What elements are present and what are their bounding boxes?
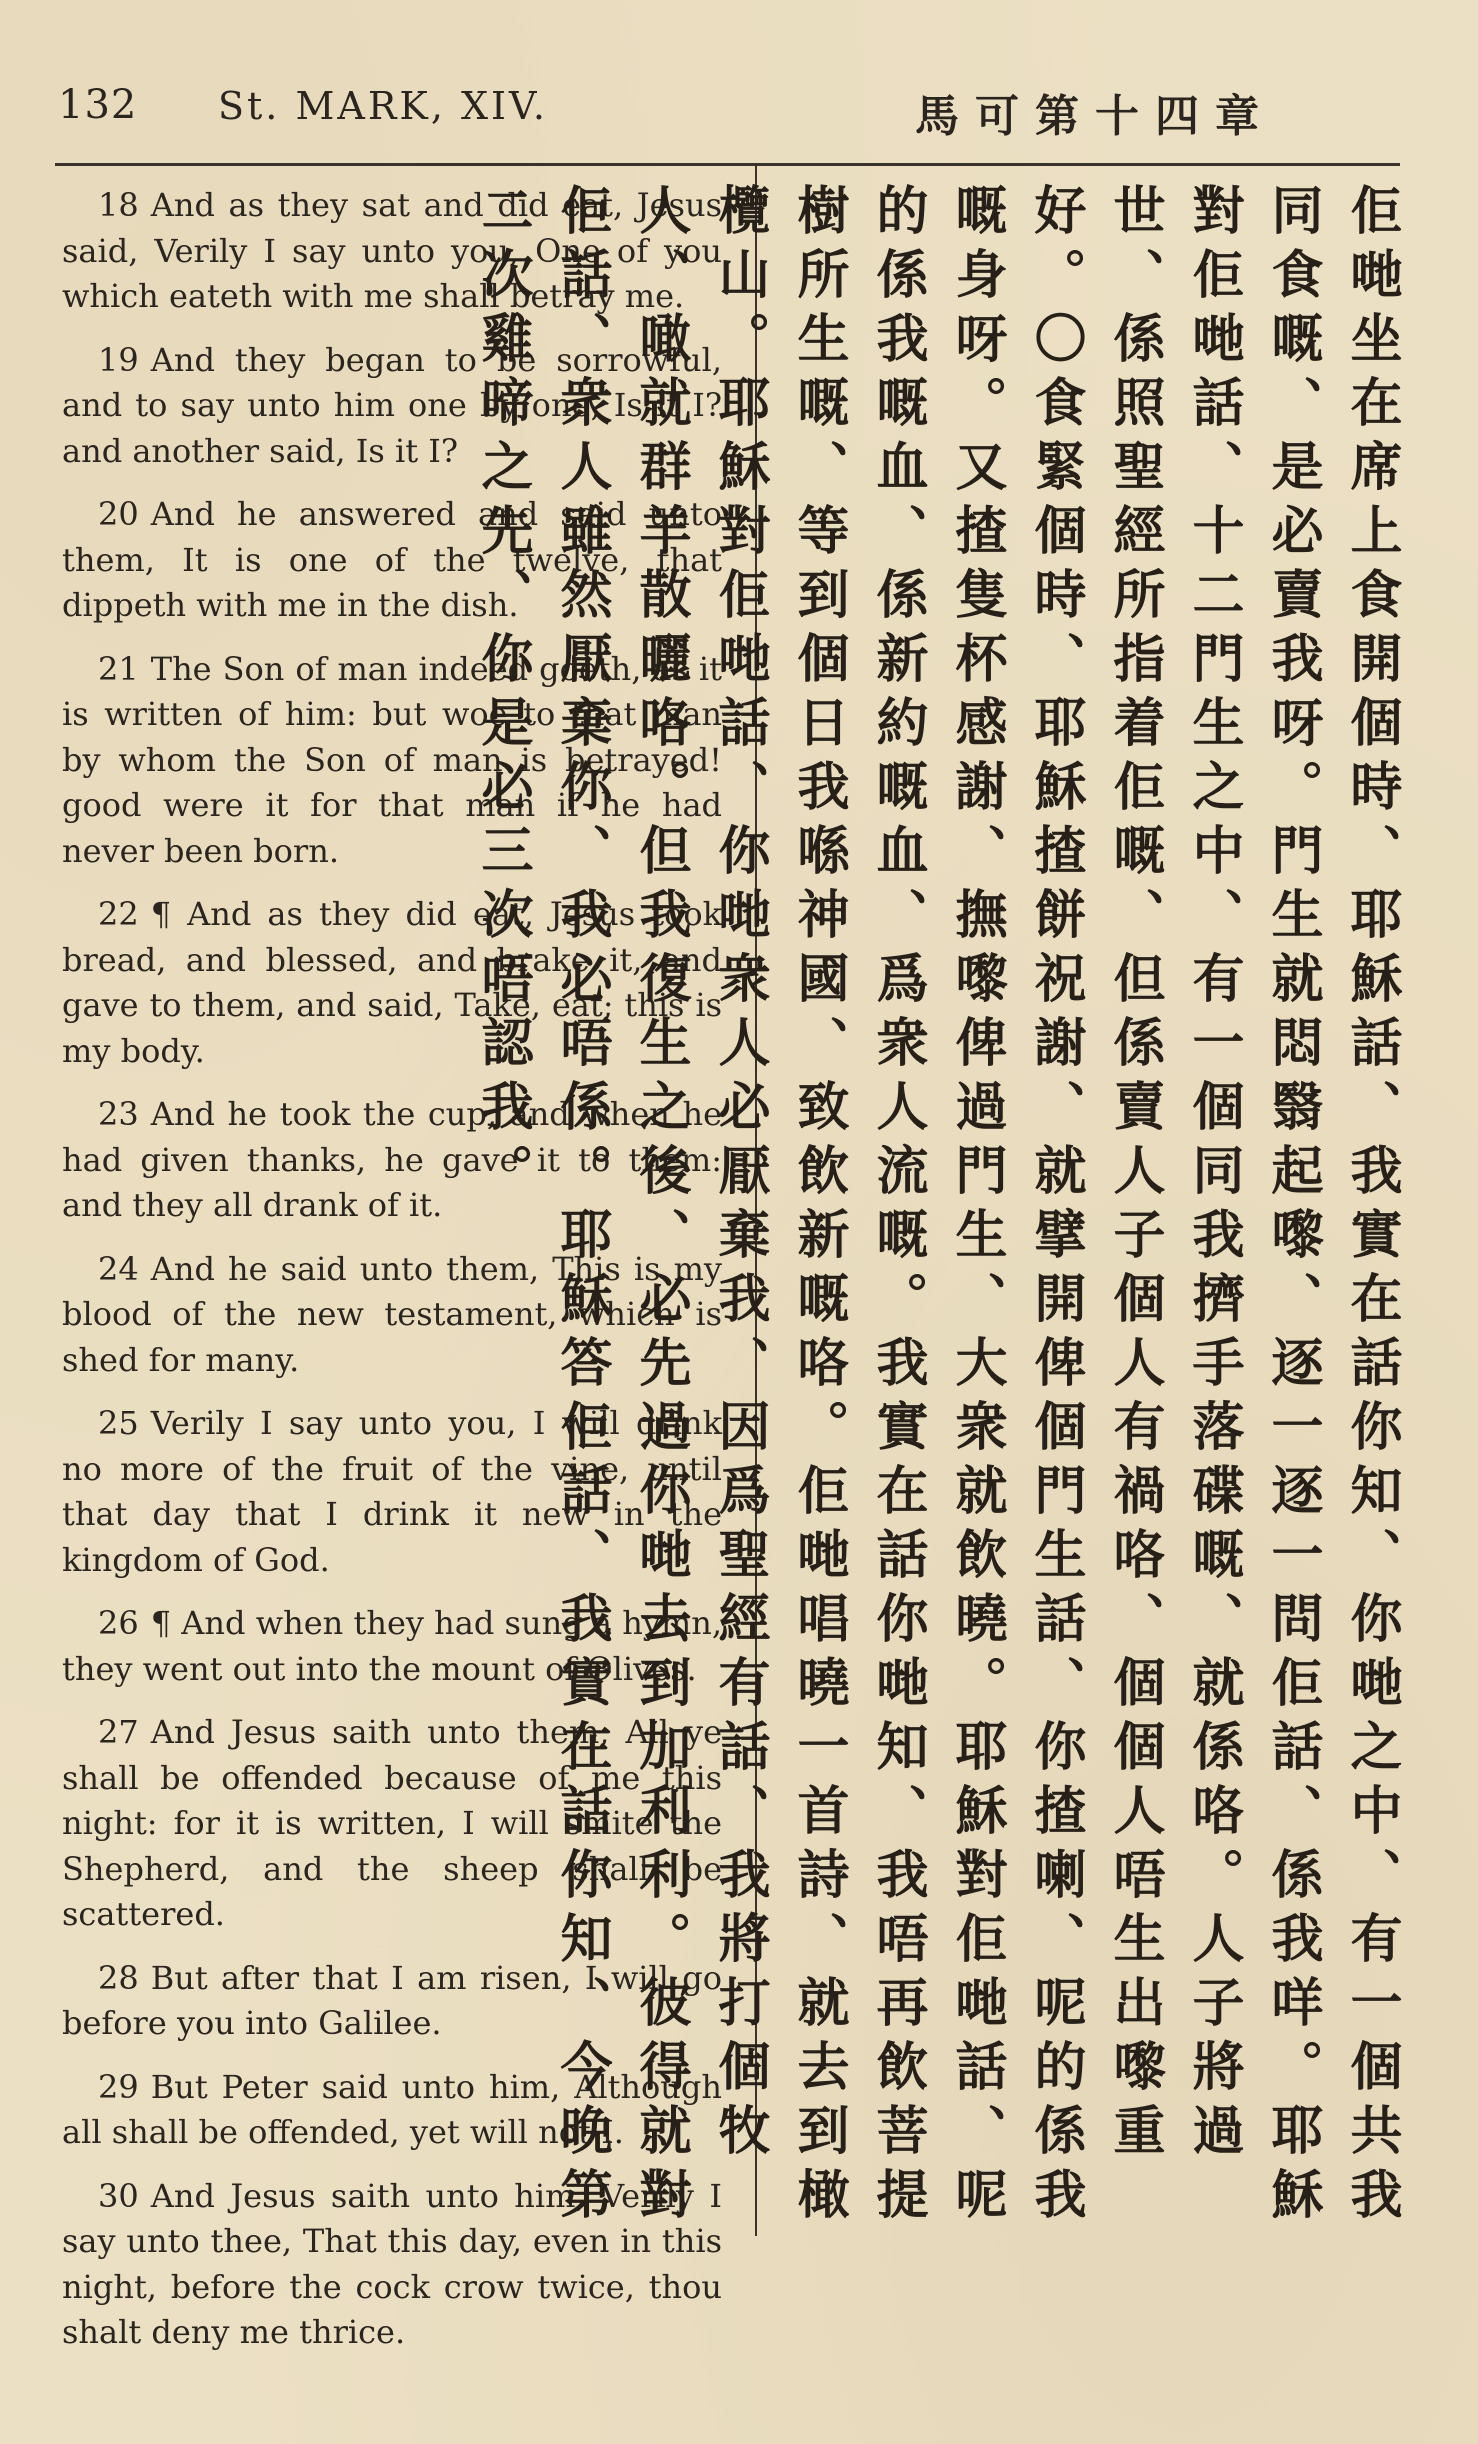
verse-number: 24 <box>98 1249 139 1288</box>
verse-text: ¶ And when they had sung a hymn, they went out into the mount of Olives. <box>62 1604 722 1688</box>
verse-number: 30 <box>98 2176 139 2215</box>
verse-number: 29 <box>98 2067 139 2106</box>
verse-number: 28 <box>98 1958 139 1997</box>
verse-number: 18 <box>98 186 139 224</box>
page-header <box>0 0 1478 170</box>
chinese-column <box>472 183 1410 2233</box>
verse-text: And they began to be sorrowful, and to say unto him one by one, Is it I? and another said, Is it I? <box>62 340 722 470</box>
verse-number: 27 <box>98 1713 139 1751</box>
verse-text: And he took the cup, and when he had given thanks, he gave it to them: and they all drank of it. <box>62 1095 722 1224</box>
verse-number: 21 <box>98 649 139 688</box>
verse-number: 23 <box>98 1095 139 1133</box>
verse-number: 20 <box>98 495 139 533</box>
verse-text: ¶ And as they did eat, Jesus took bread, and blessed, and brake it, and gave to them, and said, Take, eat; this is my body. <box>62 895 722 1070</box>
verse-text: But Peter said unto him, Although all shall be offended, yet will not I. <box>62 2067 722 2151</box>
verse-text: And as they sat and did eat, Jesus said, Verily I say unto you, One of you which eateth with me shall betray me. <box>62 186 722 315</box>
header-rule <box>55 163 1400 166</box>
verse-text: And Jesus saith unto him, Verily I say unto thee, That this day, even in this night, before the cock crow twice, thou shalt deny me thrice. <box>62 2176 722 2351</box>
verse-text: And he said unto them, This is my blood of the new testament, which is shed for many. <box>62 1249 722 1379</box>
running-title: St. MARK, XIV. <box>218 84 548 128</box>
chinese-vertical-text: 佢哋坐在席上食開個時、耶穌話、我實在話你知、你哋之中、有一個共我同食嘅、是必賣我呀。門生就悶翳起嚟、逐一逐一問佢話、係我咩。耶穌對佢哋話、十二門生之中、有一個同我擠手落碟嘅、就係咯。人子將過世、係照聖經所指着佢嘅、但係賣人子個人有禍咯、個個人唔生出嚟重好。〇食緊個時、耶穌揸餅祝謝、就擘開俾個門生話、你揸喇、呢的係我嘅身呀。又揸隻杯感謝、撫嚟俾過門生、大衆就飲曉。耶穌對佢哋話、呢的係我嘅血、係新約嘅血、爲衆人流嘅。我實在話你哋知、我唔再飲菩提樹所生嘅、等到個日我喺神國、致飲新嘅咯。佢哋唱曉一首詩、就去到橄欖山。耶穌對佢哋話、你哋衆人必厭棄我、因爲聖經有話、我將打個牧人、噉就群羊散曬咯。但我復生之後、必先過你哋去到加利利。彼得就對佢話、衆人雖然厭棄你、我必唔係。耶穌答佢話、我實在話你知、今晚第二次雞啼之先、你是必三次唔認我。 <box>472 183 1401 2231</box>
page-number: 132 <box>58 82 138 128</box>
chinese-running-title: 馬可第十四章 <box>915 91 1275 142</box>
verse-text: The Son of man indeed goeth, as it is written of him: but woe to that man by whom the Son of man is betrayed! good were it for that man if he had never been born. <box>62 649 722 870</box>
verse-number: 22 <box>98 895 139 933</box>
verse-number: 19 <box>98 340 139 379</box>
verse-number: 26 <box>98 1604 139 1642</box>
verse-text: And Jesus saith unto them, All ye shall be offended because of me this night: for it is written, I will smite the Shepherd, and the sheep shall be scattered. <box>62 1713 722 1933</box>
verse-text: Verily I say unto you, I will drink no more of the fruit of the vine, until that day that I drink it new in the kingdom of God. <box>62 1404 722 1579</box>
verse-number: 25 <box>98 1404 139 1442</box>
verse-text: But after that I am risen, I will go before you into Galilee. <box>62 1958 722 2042</box>
verse-text: And he answered and said unto them, It is one of the twelve, that dippeth with me in the dish. <box>62 495 722 624</box>
